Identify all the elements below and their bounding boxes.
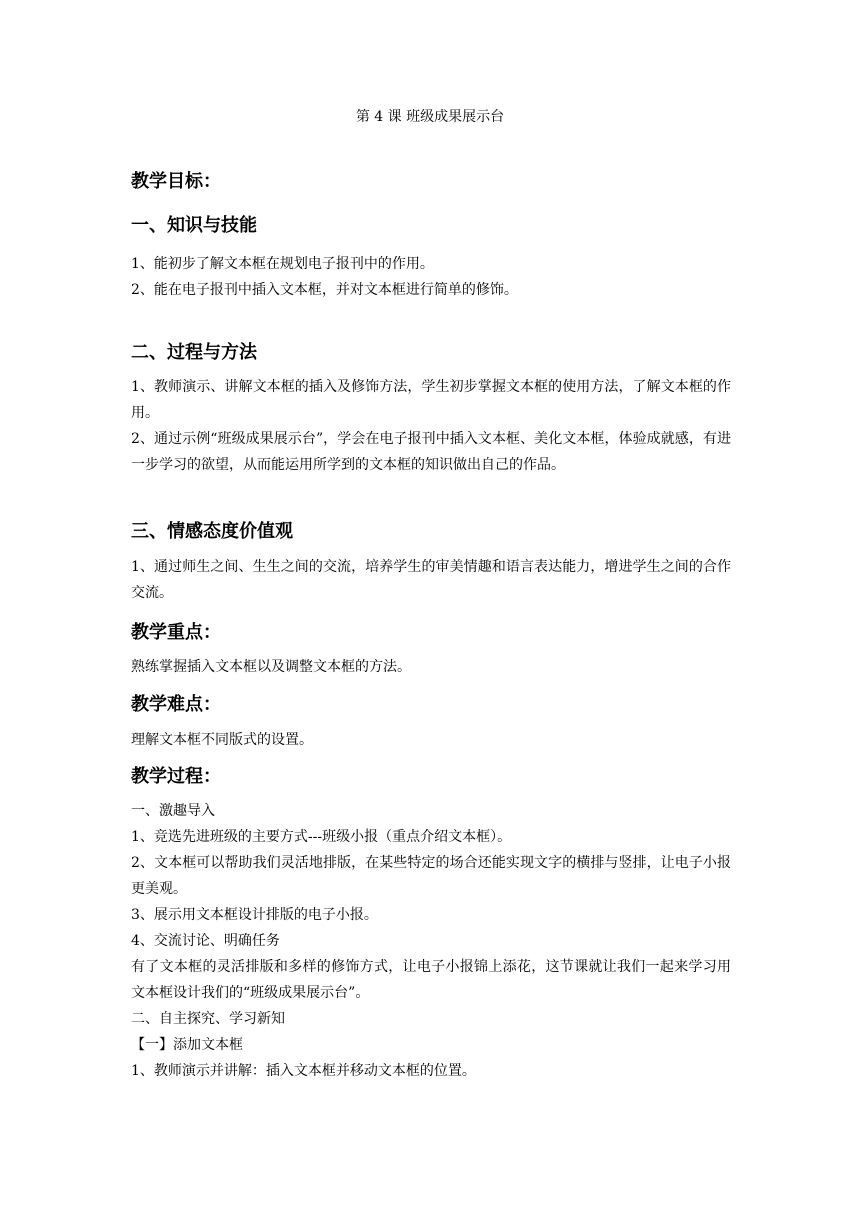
difficulties-heading: 教学难点： <box>131 694 221 715</box>
process-heading: 教学过程： <box>131 766 221 787</box>
process-line-7: 二、自主探究、学习新知 <box>131 1011 285 1027</box>
key-points-text: 熟练掌握插入文本框以及调整文本框的方法。 <box>131 659 411 675</box>
process-line-6: 有了文本框的灵活排版和多样的修饰方式，让电子小报锦上添花，这节课就让我们一起来学习用文本框设计我们的“班级成果展示台”。 <box>131 959 731 1001</box>
process-line-8: 【一】添加文本框 <box>131 1037 243 1053</box>
goals-heading: 教学目标： <box>131 171 221 192</box>
difficulties-text: 理解文本框不同版式的设置。 <box>131 732 313 748</box>
section2-item-2: 2、通过示例“班级成果展示台”，学会在电子报刊中插入文本框、美化文本框，体验成就感，有进一步学习的欲望，从而能运用所学到的文本框的知识做出自己的作品。 <box>131 431 731 473</box>
section2-heading: 二、过程与方法 <box>131 342 257 363</box>
process-line-2: 1、竞选先进班级的主要方式---班级小报（重点介绍文本框）。 <box>131 829 512 845</box>
process-line-4: 3、展示用文本框设计排版的电子小报。 <box>131 907 378 923</box>
section1-heading: 一、知识与技能 <box>131 215 257 236</box>
section1-item-1: 1、能初步了解文本框在规划电子报刊中的作用。 <box>131 256 434 272</box>
key-points-heading: 教学重点： <box>131 622 221 643</box>
section3-heading: 三、情感态度价值观 <box>131 521 293 542</box>
process-line-3: 2、文本框可以帮助我们灵活地排版，在某些特定的场合还能实现文字的横排与竖排，让电子小报更美观。 <box>131 855 731 897</box>
process-line-9: 1、教师演示并讲解：插入文本框并移动文本框的位置。 <box>131 1063 476 1079</box>
process-line-1: 一、激趣导入 <box>131 803 215 819</box>
section3-item-1: 1、通过师生之间、生生之间的交流，培养学生的审美情趣和语言表达能力，增进学生之间的合作交流。 <box>131 559 731 601</box>
page-title: 第 4 课 班级成果展示台 <box>355 109 505 125</box>
process-line-5: 4、交流讨论、明确任务 <box>131 933 280 949</box>
section2-item-1: 1、教师演示、讲解文本框的插入及修饰方法，学生初步掌握文本框的使用方法，了解文本框的作用。 <box>131 379 731 421</box>
section1-item-2: 2、能在电子报刊中插入文本框，并对文本框进行简单的修饰。 <box>131 282 518 298</box>
